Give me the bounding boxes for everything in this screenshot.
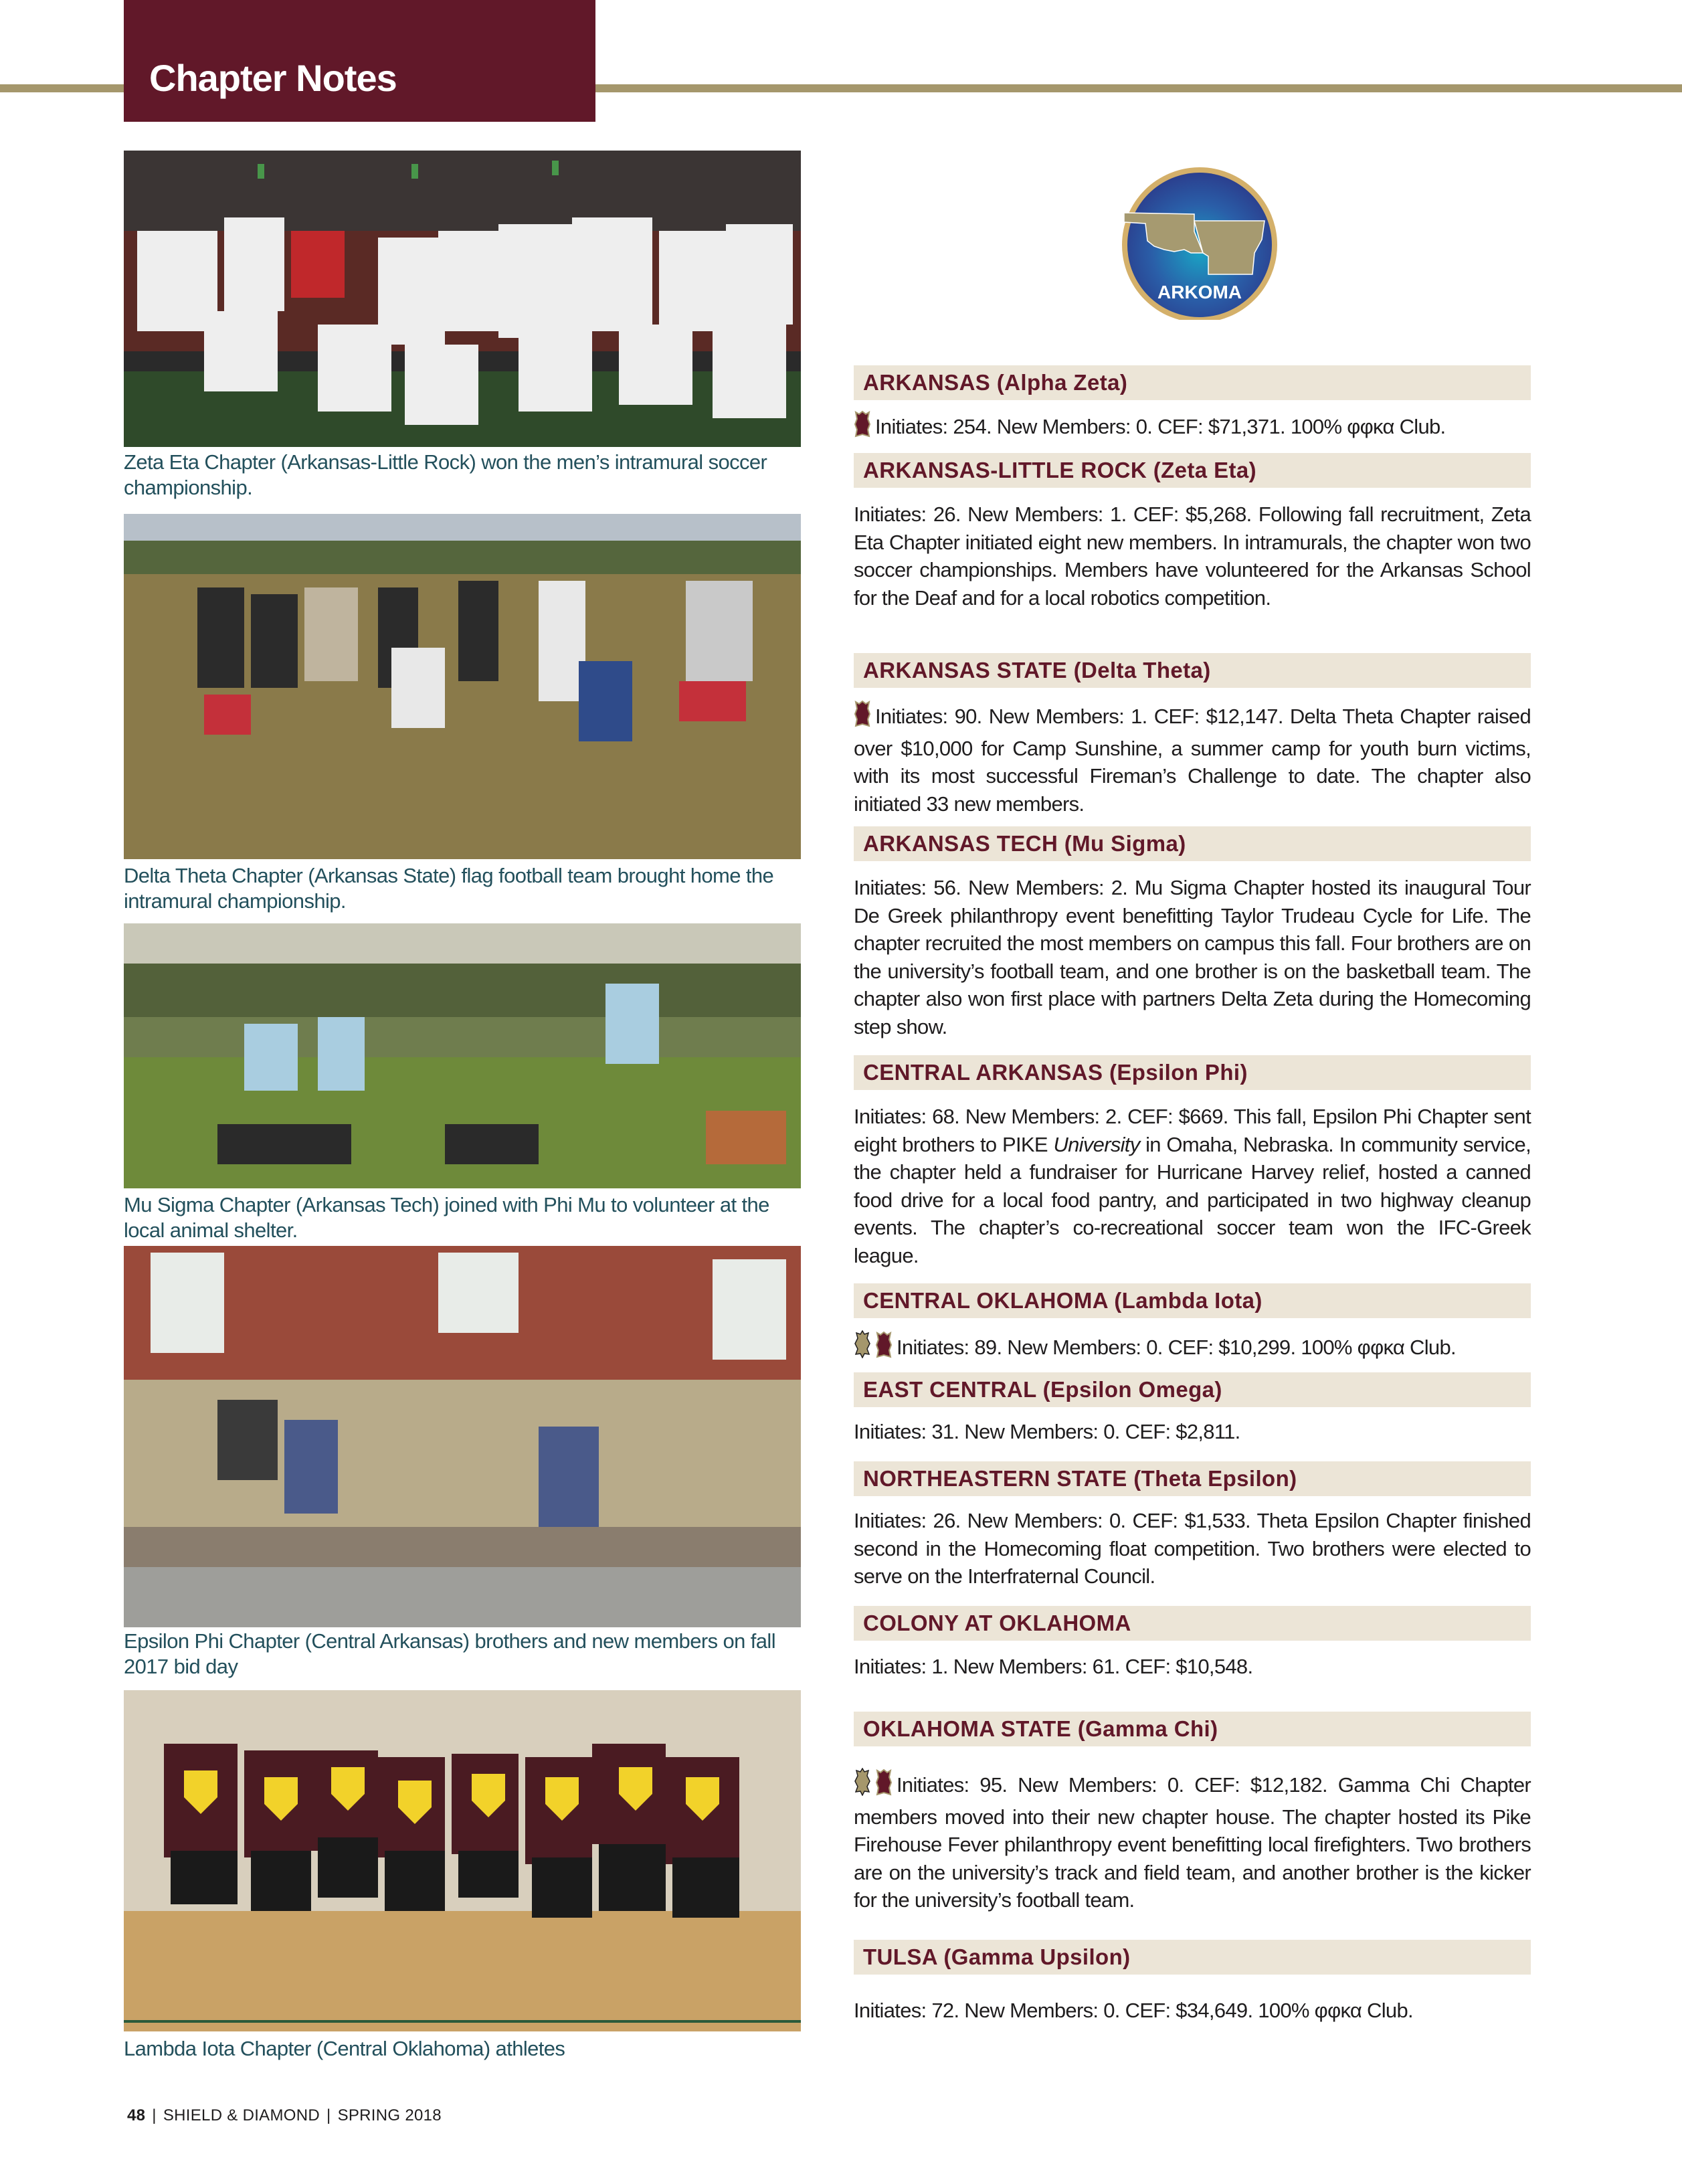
publication-name: SHIELD & DIAMOND (163, 2106, 320, 2124)
section-header (124, 0, 595, 122)
photo-caption: Zeta Eta Chapter (Arkansas-Little Rock) won the men’s intramural soccer championship. (124, 450, 767, 499)
photo-caption: Epsilon Phi Chapter (Central Arkansas) brothers and new members on fall 2017 bid day (124, 1629, 775, 1678)
chapter-notes-central-arkansas: Initiates: 68. New Members: 2. CEF: $669. This fall, Epsilon Phi Chapter sent eight brothers to PIKE University in Omaha, Nebraska. In community service, the chapter held a fundraiser for Hurricane Harvey relief, hosted a canned food drive for a local food pantry, and participated in two highway cleanup events. The chapter’s co-recreational soccer team won the IFC-Greek league. (854, 1105, 1531, 1267)
chapter-header-arkansas-state (854, 653, 1531, 688)
chapter-notes-arkansas-state: Initiates: 90. New Members: 1. CEF: $12,147. Delta Theta Chapter raised over $10,000 for Camp Sunshine, a summer camp for youth burn victims, with its most successful Fireman’s Challenge to date. The chapter also initiated 33 new members. (854, 701, 1531, 818)
footer-separator: | (326, 2106, 331, 2124)
maroon-shield-award-icon (854, 411, 871, 445)
chapter-header-northeastern-state (854, 1461, 1531, 1496)
chapter-header-east-central (854, 1372, 1531, 1407)
chapter-header-central-oklahoma (854, 1283, 1531, 1318)
chapter-title: ARKANSAS TECH (Mu Sigma) (863, 831, 1186, 856)
chapter-notes-northeastern-state: Initiates: 26. New Members: 0. CEF: $1,533. Theta Epsilon Chapter finished second in the Homecoming float competition. Two brothers were elected to serve on the Interfraternal Council. (854, 1509, 1531, 1588)
chapter-title: NORTHEASTERN STATE (Theta Epsilon) (863, 1466, 1297, 1491)
chapter-notes-central-oklahoma: Initiates: 89. New Members: 0. CEF: $10,299. 100% φφκα Club. (854, 1330, 1531, 1366)
photo-zeta-eta-soccer (124, 151, 801, 447)
chapter-title: ARKANSAS-LITTLE ROCK (Zeta Eta) (863, 458, 1257, 482)
gold-shield-award-icon (854, 1768, 871, 1803)
chapter-title: ARKANSAS STATE (Delta Theta) (863, 658, 1211, 682)
svg-text:ARKOMA: ARKOMA (1157, 282, 1242, 302)
page-title: Chapter Notes (149, 57, 397, 99)
page-number: 48 (127, 2106, 146, 2124)
arkoma-region-logo (1111, 153, 1278, 320)
chapter-title: ARKANSAS (Alpha Zeta) (863, 370, 1128, 395)
chapter-header-arkansas-tech (854, 826, 1531, 861)
chapter-title: CENTRAL OKLAHOMA (Lambda Iota) (863, 1288, 1263, 1313)
chapter-title: OKLAHOMA STATE (Gamma Chi) (863, 1716, 1218, 1741)
chapter-notes-oklahoma-state: Initiates: 95. New Members: 0. CEF: $12,182. Gamma Chi Chapter members moved into their new chapter house. The chapter hosted its Pike Firehouse Fever philanthropy event benefitting local firefighters. Two brothers are on the university’s track and field team, and another brother is the kicker for the university’s football team. (854, 1768, 1531, 1914)
chapter-title: EAST CENTRAL (Epsilon Omega) (863, 1377, 1222, 1402)
footer-separator: | (152, 2106, 157, 2124)
photo-caption: Lambda Iota Chapter (Central Oklahoma) athletes (124, 2037, 565, 2060)
chapter-title: COLONY AT OKLAHOMA (863, 1611, 1131, 1635)
chapter-notes-tulsa: Initiates: 72. New Members: 0. CEF: $34,649. 100% φφκα Club. (854, 1999, 1413, 2022)
chapter-header-tulsa (854, 1940, 1531, 1975)
photo-mu-sigma-animal-shelter (124, 923, 801, 1188)
photo-lambda-iota-athletes (124, 1690, 801, 2031)
page-footer (127, 2106, 442, 2125)
photo-caption: Mu Sigma Chapter (Arkansas Tech) joined with Phi Mu to volunteer at the local animal shelter. (124, 1193, 769, 1242)
photo-caption: Delta Theta Chapter (Arkansas State) flag football team brought home the intramural championship. (124, 864, 774, 913)
chapter-notes-arkansas-tech: Initiates: 56. New Members: 2. Mu Sigma Chapter hosted its inaugural Tour De Greek philanthropy event benefitting Taylor Trudeau Cycle for Life. The chapter recruited the most members on campus this fall. Four brothers are on the university’s football team, and one brother is on the basketball team. The chapter also won first place with partners Delta Zeta during the Homecoming step show. (854, 876, 1531, 1038)
arkoma-region-map-icon (1111, 153, 1278, 320)
gold-shield-award-icon (854, 1330, 871, 1366)
chapter-notes-east-central: Initiates: 31. New Members: 0. CEF: $2,811. (854, 1420, 1240, 1443)
chapter-header-colony-at-oklahoma (854, 1606, 1531, 1641)
chapter-title: TULSA (Gamma Upsilon) (863, 1944, 1131, 1969)
maroon-shield-award-icon (854, 701, 871, 735)
photo-delta-theta-flag-football (124, 514, 801, 859)
issue-label: SPRING 2018 (337, 2106, 442, 2124)
maroon-shield-award-icon (875, 1769, 893, 1803)
chapter-header-central-arkansas (854, 1055, 1531, 1090)
chapter-header-arkansas-little-rock (854, 453, 1531, 488)
chapter-notes-arkansas: Initiates: 254. New Members: 0. CEF: $71,371. 100% φφκα Club. (854, 411, 1531, 445)
chapter-notes-arkansas-little-rock: Initiates: 26. New Members: 1. CEF: $5,268. Following fall recruitment, Zeta Eta Chapter initiated eight new members. In intramurals, the chapter won two soccer championships. Members have volunteered for the Arkansas School for the Deaf and for a local robotics competition. (854, 503, 1531, 610)
chapter-header-oklahoma-state (854, 1712, 1531, 1746)
photo-epsilon-phi-bid-day (124, 1246, 801, 1627)
chapter-title: CENTRAL ARKANSAS (Epsilon Phi) (863, 1060, 1248, 1085)
chapter-notes-colony-at-oklahoma: Initiates: 1. New Members: 61. CEF: $10,548. (854, 1655, 1253, 1678)
chapter-header-arkansas (854, 365, 1531, 400)
maroon-shield-award-icon (875, 1332, 893, 1366)
